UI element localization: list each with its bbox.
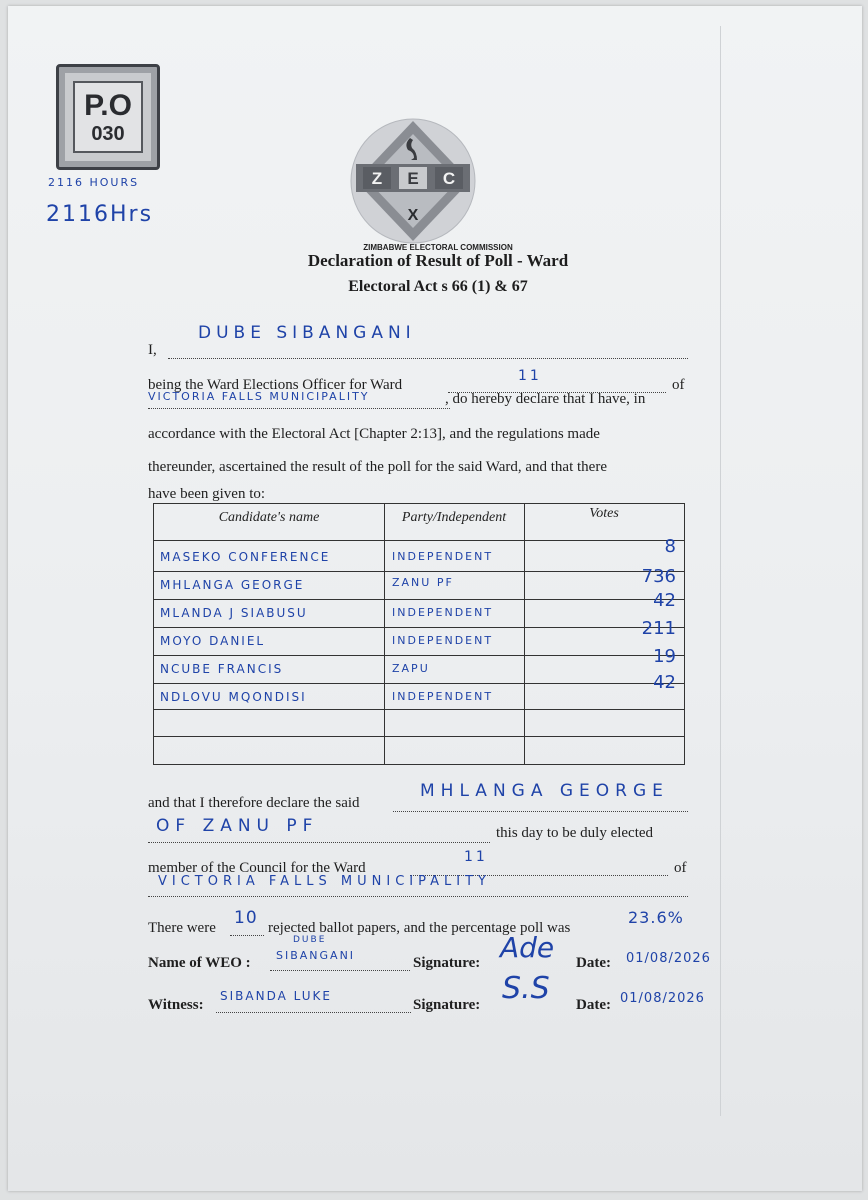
office-stamp <box>56 64 160 170</box>
logo-letter-e: E <box>407 169 419 188</box>
elected-text: this day to be duly elected <box>496 825 654 841</box>
result-municipality-line <box>148 896 688 897</box>
declaration-line-4: thereunder, ascertained the result of the poll for the said Ward, and that there <box>148 459 607 475</box>
act-reference: Electoral Act s 66 (1) & 67 <box>348 278 528 295</box>
there-were-text: There were <box>148 920 216 936</box>
witness-signature[interactable]: S.S <box>502 971 550 1006</box>
weo-signature[interactable]: Ade <box>500 931 555 964</box>
declaration-form-sheet <box>8 6 862 1191</box>
result-ward-number[interactable]: 11 <box>464 849 488 865</box>
table-row-3-party[interactable]: INDEPENDENT <box>392 606 494 619</box>
logo-letter-z: Z <box>371 169 383 188</box>
table-row-4-candidate[interactable]: MOYO DANIEL <box>160 634 266 648</box>
witness-name-line <box>216 1012 411 1013</box>
declaration-line-5: have been given to: <box>148 486 266 502</box>
witness-name[interactable]: SIBANDA LUKE <box>220 989 332 1003</box>
stamp-line-1: P.O <box>84 89 132 122</box>
table-row-2-party[interactable]: ZANU PF <box>392 576 454 589</box>
logo-letter-c: C <box>442 169 456 188</box>
table-row-4-party[interactable]: INDEPENDENT <box>392 634 494 647</box>
header-party: Party/Independent <box>401 510 507 525</box>
stamp-line-2: 030 <box>91 123 125 145</box>
being-text: being the Ward Elections Officer for Ward <box>148 377 403 393</box>
header-candidate: Candidate's name <box>218 510 320 525</box>
poll-percentage[interactable]: 23.6% <box>628 908 684 927</box>
officer-name[interactable]: DUBE SIBANGANI <box>198 323 416 343</box>
table-row-5-votes[interactable]: 19 <box>653 646 676 667</box>
ward-number[interactable]: 11 <box>518 368 542 384</box>
rejected-count-line <box>230 935 264 936</box>
table-row-2-votes[interactable]: 736 <box>641 566 676 587</box>
witness-signature-label: Signature: <box>413 997 481 1013</box>
weo-date-label: Date: <box>576 955 611 971</box>
page-title: Declaration of Result of Poll - Ward <box>307 251 569 270</box>
weo-label: Name of WEO : <box>148 955 251 971</box>
winner-name[interactable]: MHLANGA GEORGE <box>420 781 669 801</box>
weo-signature-label: Signature: <box>413 955 481 971</box>
table-row-6-candidate[interactable]: NDLOVU MQONDISI <box>160 690 307 704</box>
weo-name-line-1[interactable]: DUBE <box>293 935 327 945</box>
table-row-6-votes[interactable]: 42 <box>653 672 676 693</box>
table-row-6-party[interactable]: INDEPENDENT <box>392 690 494 703</box>
officer-name-line <box>168 358 688 359</box>
winner-line <box>393 811 688 812</box>
table-row-1-party[interactable]: INDEPENDENT <box>392 550 494 563</box>
table-row-4-votes[interactable]: 211 <box>641 618 676 639</box>
i-label: I, <box>148 342 157 358</box>
rejected-count[interactable]: 10 <box>234 908 258 928</box>
logo-x-mark: X <box>407 207 419 224</box>
declare-text: and that I therefore declare the said <box>148 795 360 811</box>
table-row-3-candidate[interactable]: MLANDA J SIABUSU <box>160 606 308 620</box>
table-row-2-candidate[interactable]: MHLANGA GEORGE <box>160 578 305 592</box>
declaration-line-3: accordance with the Electoral Act [Chapter 2:13], and the regulations made <box>148 426 600 442</box>
commission-name: ZIMBABWE ELECTORAL COMMISSION <box>363 243 513 252</box>
winner-party[interactable]: OF ZANU PF <box>156 816 319 836</box>
result-municipality[interactable]: VICTORIA FALLS MUNICIPALITY <box>158 874 491 889</box>
zec-logo <box>348 116 478 246</box>
table-row-5-candidate[interactable]: NCUBE FRANCIS <box>160 662 284 676</box>
time-note-large: 2116Hrs <box>46 202 154 227</box>
time-note-small: 2116 HOURS <box>48 176 140 189</box>
municipality-line <box>148 408 450 409</box>
witness-label: Witness: <box>148 997 204 1013</box>
witness-date[interactable]: 01/08/2026 <box>620 991 705 1006</box>
rejected-text: rejected ballot papers, and the percentage poll was <box>268 920 571 936</box>
witness-date-label: Date: <box>576 997 611 1013</box>
weo-date[interactable]: 01/08/2026 <box>626 951 711 966</box>
results-table <box>153 503 685 765</box>
header-votes: Votes <box>589 506 619 521</box>
result-of-label: of <box>674 860 687 876</box>
weo-name-line-2[interactable]: SIBANGANI <box>276 949 356 962</box>
page-fold-line <box>720 26 721 1116</box>
table-row-1-candidate[interactable]: MASEKO CONFERENCE <box>160 550 331 564</box>
hereby-text: , do hereby declare that I have, in <box>445 391 646 407</box>
of-label: of <box>672 377 685 393</box>
table-row-1-votes[interactable]: 8 <box>664 536 676 557</box>
member-text: member of the Council for the Ward <box>148 860 366 876</box>
municipality[interactable]: VICTORIA FALLS MUNICIPALITY <box>148 390 370 403</box>
weo-name-line <box>270 970 410 971</box>
table-row-5-party[interactable]: ZAPU <box>392 662 430 675</box>
table-row-3-votes[interactable]: 42 <box>653 590 676 611</box>
winner-party-line <box>148 842 490 843</box>
